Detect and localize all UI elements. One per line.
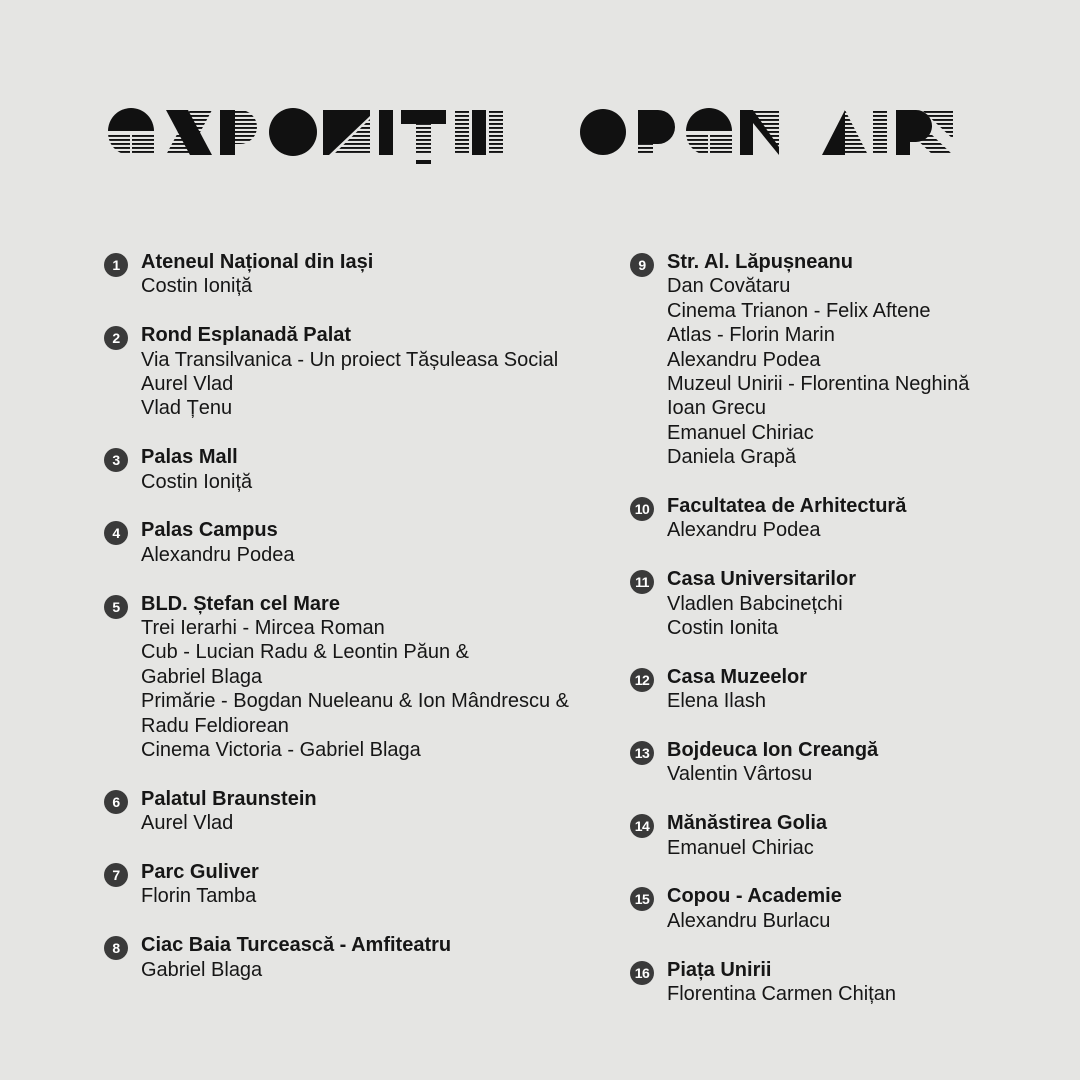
artist-line: Florin Tamba (141, 885, 257, 908)
location-entry-6 (104, 787, 584, 836)
artist-line: Cub - Lucian Radu & Leontin Păun & (141, 641, 469, 664)
location-entry-3 (104, 445, 584, 494)
title-glyph-p2 (638, 110, 675, 155)
location-entry-2 (104, 323, 584, 421)
location-name: Copou - Academie (667, 885, 842, 908)
artist-line: Aurel Vlad (141, 812, 234, 835)
title-glyph-o2 (580, 109, 626, 155)
location-number-badge: 8 (104, 936, 128, 960)
location-name: Palas Mall (141, 446, 238, 469)
title-glyph-t-comma (401, 110, 446, 164)
location-number-badge: 5 (104, 595, 128, 619)
artist-line: Daniela Grapă (667, 446, 796, 469)
artist-line: Cinema Victoria - Gabriel Blaga (141, 739, 421, 762)
location-name: Facultatea de Arhitectură (667, 495, 907, 518)
artist-line: Alexandru Podea (667, 348, 821, 371)
location-name: BLD. Ștefan cel Mare (141, 592, 340, 615)
location-name: Mănăstirea Golia (667, 812, 828, 835)
title-glyph-i3 (472, 110, 486, 155)
title-glyph-o (269, 108, 317, 156)
location-name: Str. Al. Lăpușneanu (667, 251, 853, 273)
location-number-badge: 13 (630, 741, 654, 765)
artist-line: Cinema Trianon - Felix Aftene (667, 299, 931, 322)
artist-line: Vladlen Babcinețchi (667, 592, 843, 615)
title-glyph-r (896, 110, 953, 155)
location-name: Palatul Braunstein (141, 787, 317, 810)
title-glyph-e (108, 108, 154, 155)
location-entry-13 (630, 738, 1050, 787)
artist-line: Dan Covătaru (667, 275, 791, 298)
artist-line: Gabriel Blaga (141, 665, 263, 688)
artist-line: Elena Ilash (667, 690, 766, 713)
title-glyph-z (323, 110, 370, 155)
location-number-badge: 2 (104, 326, 128, 350)
location-number-badge: 3 (104, 448, 128, 472)
artist-line: Costin Ionita (667, 617, 779, 640)
title-glyph-i4 (489, 110, 503, 155)
artist-line: Muzeul Unirii - Florentina Neghină (667, 373, 970, 396)
title-glyph-e2 (686, 108, 732, 155)
location-name: Parc Guliver (141, 861, 259, 884)
location-name: Casa Universitarilor (667, 568, 856, 591)
title-glyph-x (166, 110, 212, 155)
location-entry-1 (104, 250, 584, 299)
location-entry-5 (104, 592, 584, 763)
location-number-badge: 14 (630, 814, 654, 838)
artist-line: Valentin Vârtosu (667, 763, 813, 786)
location-number-badge: 15 (630, 887, 654, 911)
location-entry-12 (630, 665, 1050, 714)
location-number-badge: 12 (630, 668, 654, 692)
location-entry-14 (630, 811, 1050, 860)
locations-column-left (104, 250, 584, 1006)
location-name: Bojdeuca Ion Creangă (667, 739, 879, 762)
artist-line: Alexandru Burlacu (667, 909, 831, 932)
artist-line: Alexandru Podea (141, 543, 295, 566)
artist-line: Atlas - Florin Marin (667, 324, 835, 347)
title-glyph-i2 (455, 110, 469, 155)
location-number-badge: 6 (104, 790, 128, 814)
artist-line: Gabriel Blaga (141, 958, 263, 981)
artist-line: Ioan Grecu (667, 397, 766, 420)
location-name: Ateneul Național din Iași (141, 251, 374, 273)
title-glyph-p (220, 110, 257, 155)
location-entry-4 (104, 518, 584, 567)
location-entry-8 (104, 933, 584, 982)
artist-line: Trei Ierarhi - Mircea Roman (141, 617, 385, 640)
location-entry-10 (630, 494, 1050, 543)
location-entry-11 (630, 567, 1050, 640)
location-number-badge: 4 (104, 521, 128, 545)
location-number-badge: 10 (630, 497, 654, 521)
title-glyph-n (740, 110, 779, 155)
location-entry-9 (630, 250, 1050, 470)
locations-column-right (630, 250, 1050, 1031)
artist-line: Costin Ioniță (141, 275, 253, 298)
location-entry-7 (104, 860, 584, 909)
location-name: Palas Campus (141, 519, 278, 542)
title-glyph-a (822, 110, 868, 155)
location-name: Piața Unirii (667, 958, 772, 981)
location-number-badge: 1 (104, 253, 128, 277)
artist-line: Radu Feldiorean (141, 714, 289, 737)
artist-line: Costin Ioniță (141, 470, 253, 493)
location-name: Rond Esplanadă Palat (141, 324, 352, 347)
location-number-badge: 7 (104, 863, 128, 887)
title-glyph-i5 (873, 110, 887, 155)
artist-line: Via Transilvanica - Un proiect Tășuleasa Social (141, 348, 559, 371)
artist-line: Emanuel Chiriac (667, 836, 814, 859)
artist-line: Florentina Carmen Chițan (667, 983, 896, 1006)
location-number-badge: 9 (630, 253, 654, 277)
location-number-badge: 16 (630, 961, 654, 985)
artist-line: Primărie - Bogdan Nueleanu & Ion Mândrescu & (141, 690, 570, 713)
location-entry-15 (630, 884, 1050, 933)
location-name: Ciac Baia Turcească - Amfiteatru (141, 934, 452, 957)
location-entry-16 (630, 958, 1050, 1007)
artist-line: Emanuel Chiriac (667, 421, 814, 444)
artist-line: Vlad Țenu (141, 397, 233, 420)
artist-line: Aurel Vlad (141, 373, 234, 396)
location-name: Casa Muzeelor (667, 665, 808, 688)
location-number-badge: 11 (630, 570, 654, 594)
page-title (108, 103, 972, 165)
title-glyph-i (379, 110, 393, 155)
artist-line: Alexandru Podea (667, 519, 821, 542)
